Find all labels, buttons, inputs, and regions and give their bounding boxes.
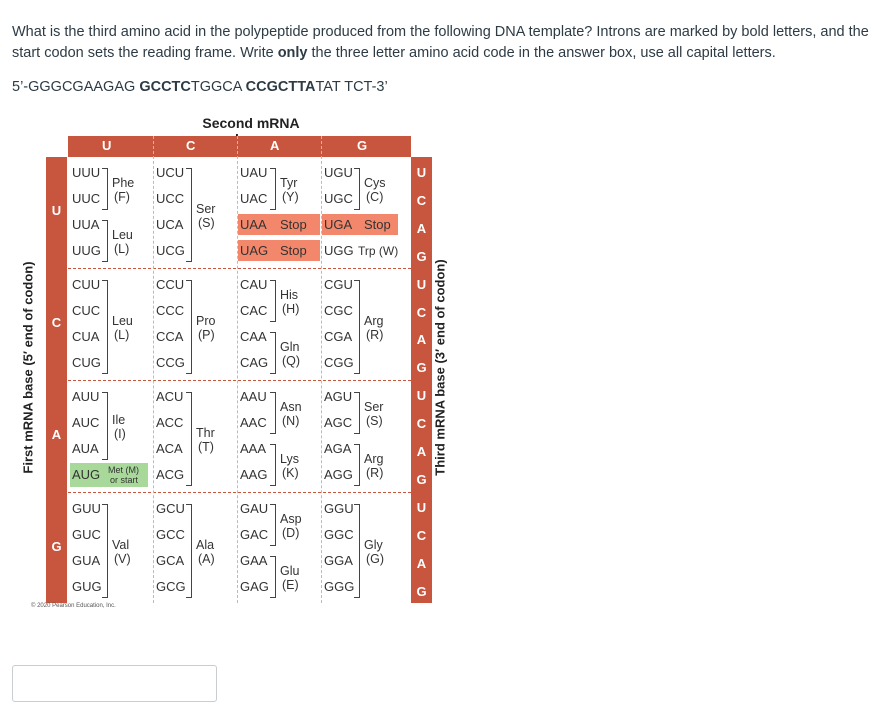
amino-acid-his: His [280, 288, 299, 302]
bracket [354, 280, 360, 374]
row-divider [68, 268, 411, 269]
row-divider [68, 492, 411, 493]
copyright-note: © 2020 Pearson Education, Inc. [31, 603, 116, 609]
row-divider [68, 380, 411, 381]
second-base-bar [68, 136, 411, 157]
third-base-G: G [416, 583, 427, 599]
codon-UUG: UUG [72, 243, 101, 258]
bracket [102, 168, 108, 210]
column-divider [153, 136, 154, 603]
first-base-bar [46, 157, 67, 603]
codon-GCU: GCU [156, 501, 185, 516]
amino-acid-thr: Thr [196, 426, 215, 440]
amino-acid-code: (R) [366, 466, 384, 480]
amino-acid-gln: Gln [280, 340, 300, 354]
codon-UUU: UUU [72, 165, 101, 180]
amino-acid-code: (K) [282, 466, 299, 480]
dna-intron-1: GCCTC [139, 79, 191, 95]
codon-ACC: ACC [156, 415, 184, 430]
bracket [270, 168, 276, 210]
amino-acid-leu: Leu [112, 314, 133, 328]
codon-AAC: AAC [240, 415, 267, 430]
codon-CGA: CGA [324, 329, 353, 344]
codon-GAA: GAA [240, 553, 268, 568]
codon-GCG: GCG [156, 579, 186, 594]
codon-CUA: CUA [72, 329, 100, 344]
question-bold-word: only [277, 45, 308, 61]
amino-acid-code: (D) [282, 526, 300, 540]
codon-UAG: UAG [240, 243, 269, 258]
codon-ACA: ACA [156, 441, 183, 456]
third-base-U: U [416, 499, 427, 515]
codon-GGC: GGC [324, 527, 354, 542]
bracket [354, 444, 360, 486]
third-base-A: A [416, 220, 427, 236]
codon-GCA: GCA [156, 553, 185, 568]
amino-acid-tyr: Tyr [280, 176, 298, 190]
second-base-label: Second mRNA [202, 115, 300, 131]
dna-intron-2: CCGCTTA [245, 79, 316, 95]
codon-ACG: ACG [156, 467, 185, 482]
codon-AUG: AUG [72, 467, 101, 482]
codon-UAC: UAC [240, 191, 268, 206]
amino-acid-code: (Y) [282, 190, 299, 204]
third-base-C: C [416, 304, 427, 320]
first-base-axis-label: First mRNA base (5′ end of codon) [20, 261, 36, 474]
codon-AAU: AAU [240, 389, 267, 404]
column-divider [237, 136, 238, 603]
codon-GAG: GAG [240, 579, 269, 594]
amino-acid-code: (P) [198, 328, 215, 342]
bracket [186, 392, 192, 486]
bracket [186, 504, 192, 598]
second-base-A: A [270, 138, 280, 153]
codon-GUC: GUC [72, 527, 101, 542]
bracket [270, 556, 276, 598]
codon-UGU: UGU [324, 165, 353, 180]
amino-acid-pro: Pro [196, 314, 216, 328]
amino-acid-val: Val [112, 538, 130, 552]
amino-acid-asn: Asn [280, 400, 302, 414]
third-base-A: A [416, 332, 427, 348]
bracket [102, 392, 108, 460]
second-base-G: G [357, 138, 368, 153]
third-base-G: G [416, 360, 427, 376]
codon-UCG: UCG [156, 243, 185, 258]
amino-acid-code: (S) [198, 216, 215, 230]
bracket [354, 392, 360, 434]
codon-AUU: AUU [72, 389, 100, 404]
codon-UCA: UCA [156, 217, 184, 232]
third-base-G: G [416, 471, 427, 487]
first-base-A: A [51, 427, 62, 442]
question-part-2: the three letter amino acid code in the answer box, use all capital letters. [307, 45, 776, 61]
codon-CAU: CAU [240, 277, 268, 292]
amino-acid-code: (H) [282, 302, 300, 316]
stop-label: Stop [280, 243, 307, 258]
third-base-U: U [416, 165, 427, 180]
codon-AAA: AAA [240, 441, 267, 456]
third-base-A: A [416, 555, 427, 571]
start-label: or start [110, 475, 139, 485]
codon-CUG: CUG [72, 355, 101, 370]
amino-acid-code: (E) [282, 578, 299, 592]
codon-CAA: CAA [240, 329, 267, 344]
amino-acid-met: Met (M) [108, 465, 139, 475]
amino-acid-ser: Ser [196, 202, 216, 216]
amino-acid-code: (F) [114, 190, 130, 204]
bracket [270, 332, 276, 374]
codon-CGU: CGU [324, 277, 353, 292]
stop-label: Stop [364, 217, 391, 232]
codon-GGU: GGU [324, 501, 354, 516]
question-part-1: What is the third amino acid in the polypeptide produced from the following DNA template? Introns are marked by bold letters, and the start codon sets the reading frame. Write [12, 24, 869, 61]
third-base-U: U [416, 388, 427, 404]
amino-acid-code: (L) [114, 242, 130, 256]
codon-table [20, 115, 448, 615]
dna-seg-3: TAT TCT-3’ [315, 79, 388, 95]
codon-CCA: CCA [156, 329, 184, 344]
third-base-U: U [416, 276, 427, 292]
second-base-C: C [186, 138, 196, 153]
amino-acid-code: (V) [114, 552, 131, 566]
amino-acid-gly: Gly [364, 538, 383, 552]
codon-GAC: GAC [240, 527, 269, 542]
third-base-A: A [416, 444, 427, 459]
amino-acid-arg: Arg [364, 314, 384, 328]
bracket [270, 444, 276, 486]
first-base-G: G [51, 539, 62, 554]
codon-GUU: GUU [72, 501, 101, 516]
codon-AGG: AGG [324, 467, 353, 482]
amino-acid-trp: Trp (W) [358, 244, 399, 258]
codon-AGA: AGA [324, 441, 352, 456]
amino-acid-asp: Asp [280, 512, 302, 526]
amino-acid-code: (R) [366, 328, 384, 342]
third-base-bar [411, 157, 432, 603]
stop-label: Stop [280, 217, 307, 232]
amino-acid-lys: Lys [280, 452, 299, 466]
amino-acid-ser: Ser [364, 400, 384, 414]
amino-acid-code: (S) [366, 414, 383, 428]
codon-UUC: UUC [72, 191, 101, 206]
amino-acid-code: (I) [114, 427, 126, 441]
column-divider [321, 136, 322, 603]
codon-UUA: UUA [72, 217, 100, 232]
third-base-C: C [416, 192, 427, 208]
third-base-G: G [416, 248, 427, 264]
codon-UAA: UAA [240, 217, 267, 232]
codon-AGU: AGU [324, 389, 353, 404]
amino-acid-glu: Glu [280, 564, 300, 578]
first-base-C: C [51, 315, 62, 330]
amino-acid-arg: Arg [364, 452, 384, 466]
amino-acid-code: (T) [198, 440, 214, 454]
amino-acid-code: (G) [366, 552, 385, 566]
codon-UCU: UCU [156, 165, 185, 180]
bracket [270, 280, 276, 322]
codon-AUC: AUC [72, 415, 100, 430]
amino-acid-ala: Ala [196, 538, 215, 552]
bracket [102, 220, 108, 262]
question-text [12, 22, 882, 64]
bracket [186, 168, 192, 262]
codon-ACU: ACU [156, 389, 184, 404]
codon-CCC: CCC [156, 303, 185, 318]
first-base-U: U [51, 203, 62, 218]
codon-CCU: CCU [156, 277, 185, 292]
codon-UGA: UGA [324, 217, 353, 232]
codon-GCC: GCC [156, 527, 185, 542]
third-base-C: C [416, 416, 427, 432]
codon-GUG: GUG [72, 579, 102, 594]
codon-CAC: CAC [240, 303, 268, 318]
bracket [354, 168, 360, 210]
codon-CAG: CAG [240, 355, 269, 370]
amino-acid-cys: Cys [364, 176, 386, 190]
codon-AAG: AAG [240, 467, 268, 482]
codon-CGC: CGC [324, 303, 353, 318]
bracket [102, 504, 108, 598]
amino-acid-ile: Ile [112, 413, 126, 427]
bracket [270, 392, 276, 434]
second-base-U: U [102, 138, 112, 153]
codon-AUA: AUA [72, 441, 99, 456]
bracket [270, 504, 276, 546]
codon-GUA: GUA [72, 553, 101, 568]
amino-acid-code: (Q) [282, 354, 301, 368]
codon-CUU: CUU [72, 277, 101, 292]
bracket [102, 280, 108, 374]
third-base-C: C [416, 527, 427, 543]
dna-seg-2: TGGCA [190, 79, 246, 95]
codon-CGG: CGG [324, 355, 354, 370]
amino-acid-code: (A) [198, 552, 215, 566]
bracket [186, 280, 192, 374]
amino-acid-leu: Leu [112, 228, 133, 242]
codon-UGG: UGG [324, 243, 354, 258]
codon-GAU: GAU [240, 501, 269, 516]
codon-GGA: GGA [324, 553, 353, 568]
codon-UGC: UGC [324, 191, 353, 206]
amino-acid-code: (N) [282, 414, 300, 428]
dna-seg-1: 5’-GGGCGAAGAG [12, 79, 140, 95]
third-base-axis-label: Third mRNA base (3′ end of codon) [432, 259, 448, 476]
codon-UAU: UAU [240, 165, 268, 180]
amino-acid-code: (L) [114, 328, 130, 342]
bracket [354, 504, 360, 598]
codon-UCC: UCC [156, 191, 185, 206]
codon-GGG: GGG [324, 579, 355, 594]
answer-input[interactable] [12, 665, 217, 702]
amino-acid-code: (C) [366, 190, 384, 204]
codon-AGC: AGC [324, 415, 353, 430]
dna-template [12, 79, 388, 95]
codon-CCG: CCG [156, 355, 185, 370]
amino-acid-phe: Phe [112, 176, 135, 190]
codon-CUC: CUC [72, 303, 101, 318]
